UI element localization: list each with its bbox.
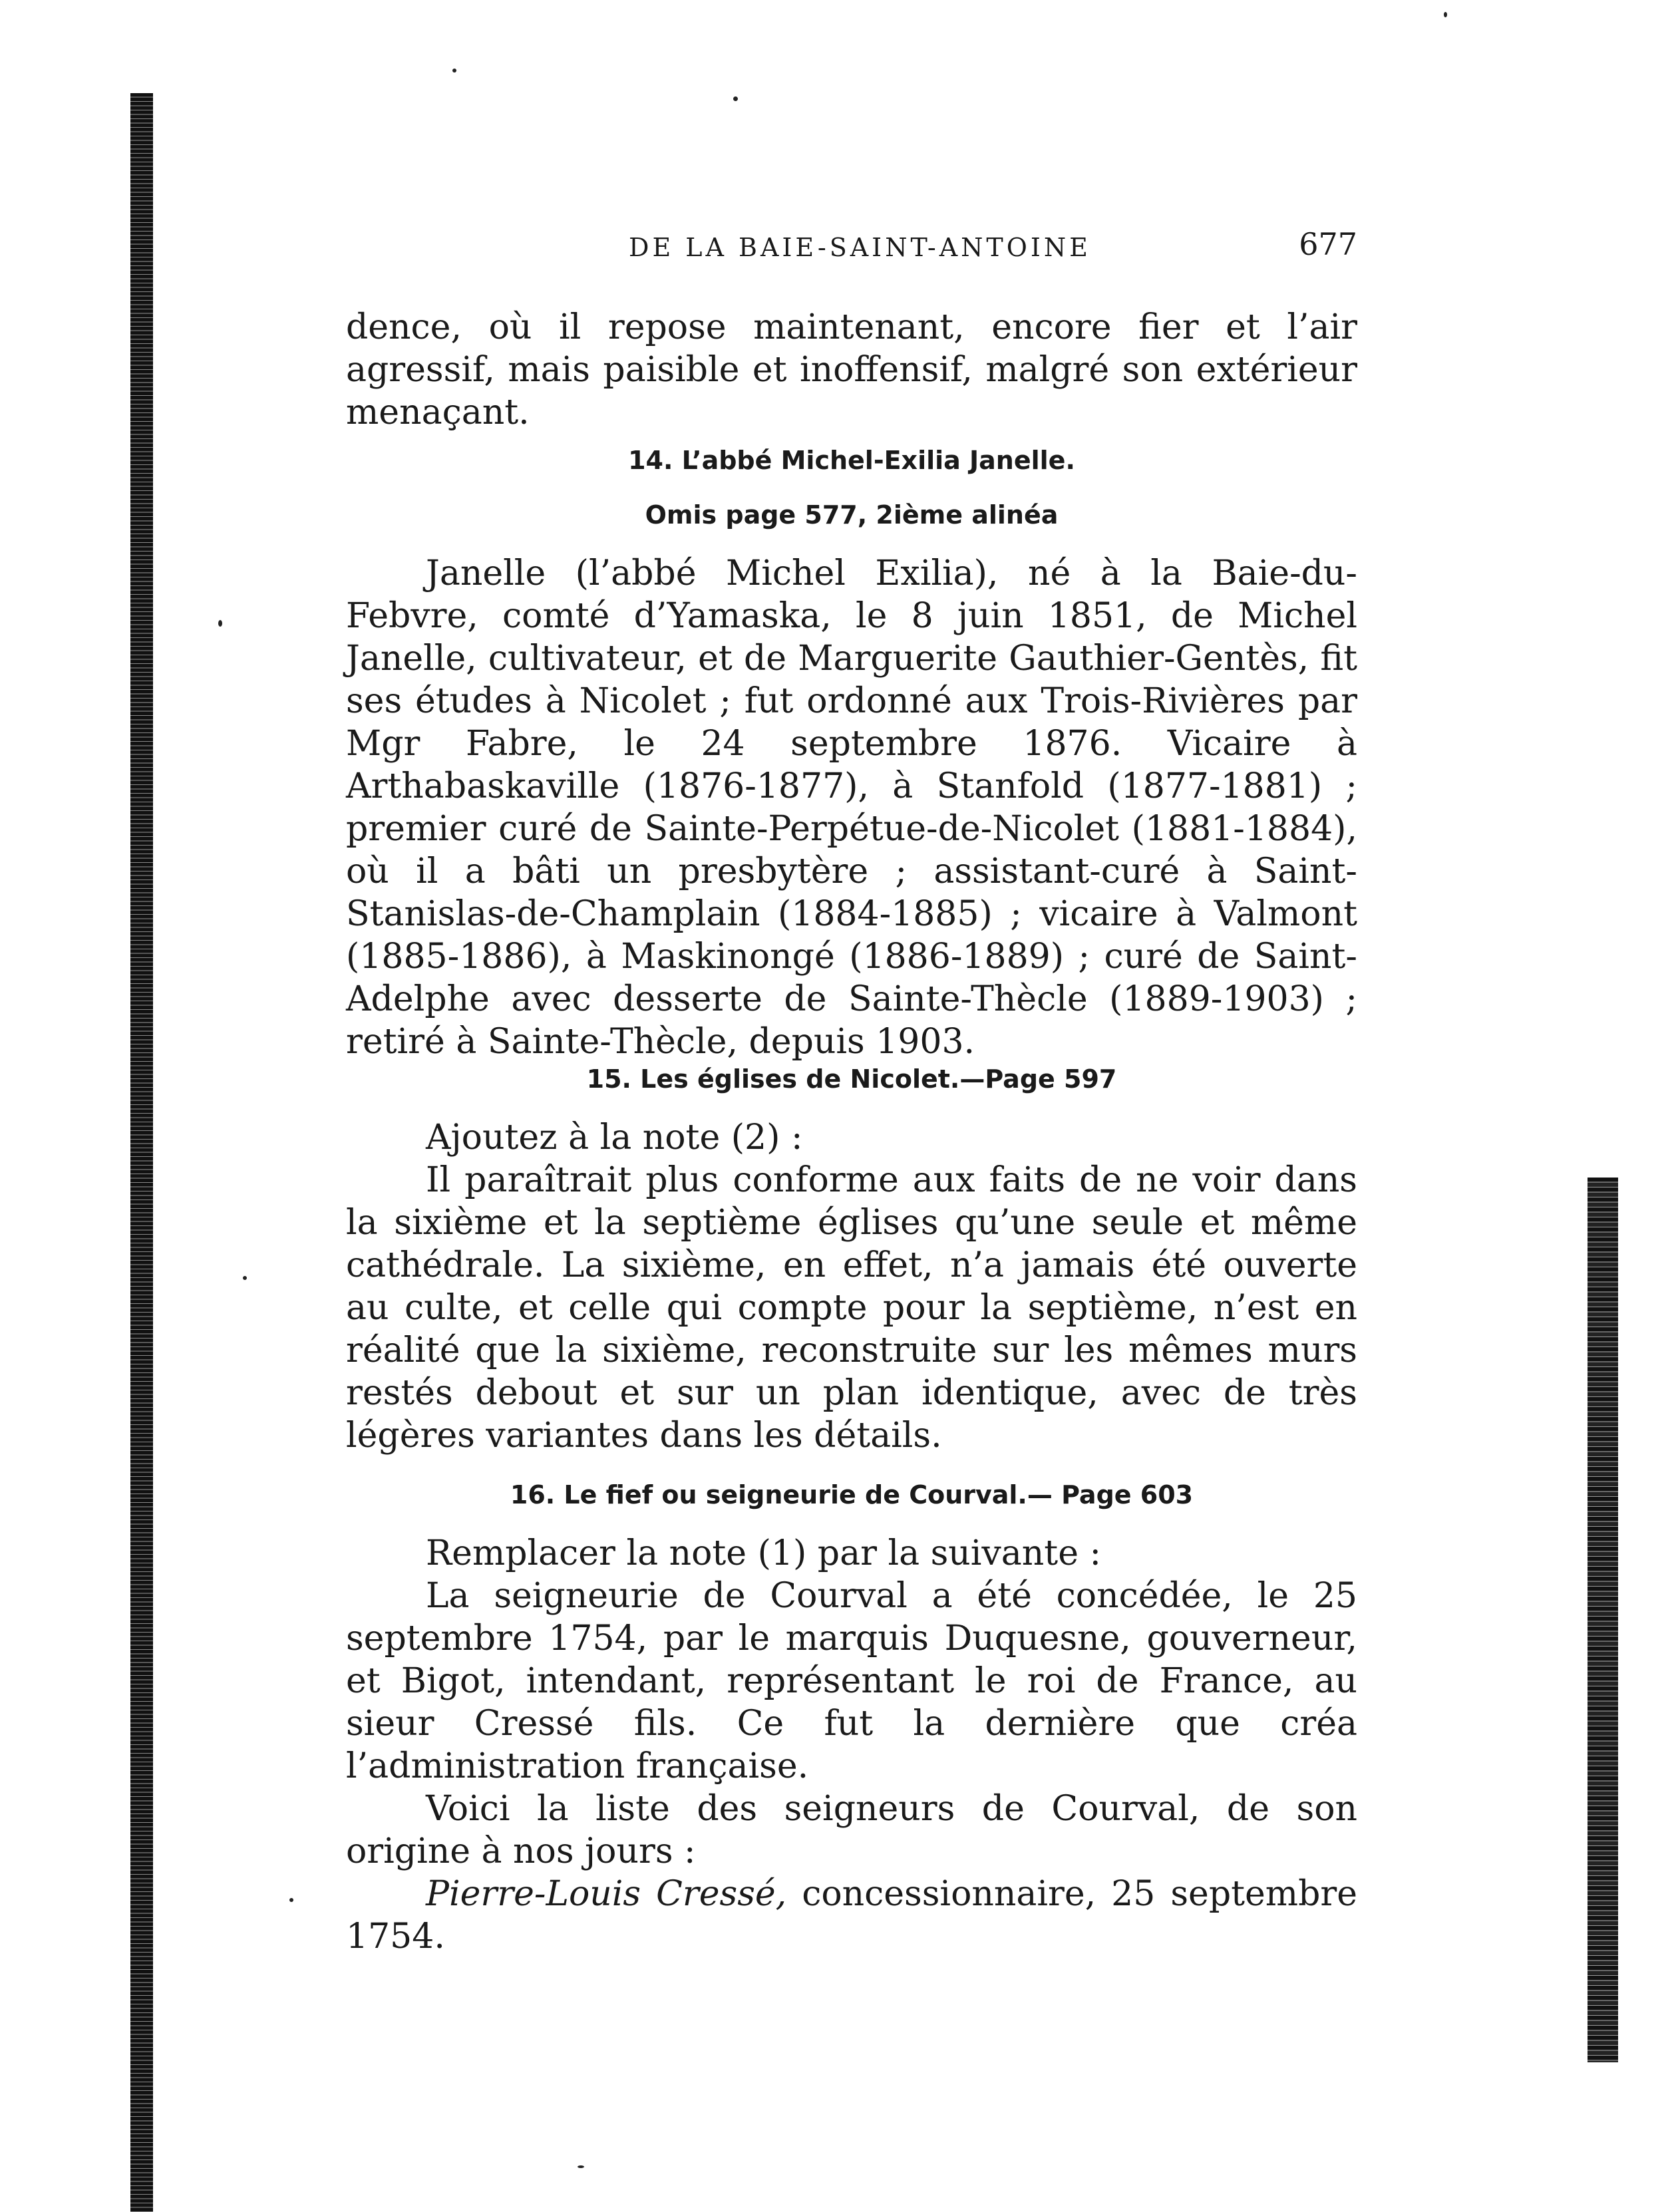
- section-15: [346, 1058, 1357, 1457]
- section-16-body-2: Voici la liste des seigneurs de Courval, de son origine à nos jours :: [346, 1789, 1357, 1871]
- section-16-heading: 16. Le fief ou seigneurie de Courval.— Page 603: [510, 1480, 1194, 1509]
- continuation-block: [346, 306, 1357, 434]
- section-16-entry: [346, 1873, 1357, 1958]
- section-14: [346, 439, 1357, 1063]
- running-title: DE LA BAIE-SAINT-ANTOINE: [629, 233, 1091, 262]
- scan-edge-right: [1588, 1178, 1618, 2062]
- section-15-heading: 15. Les églises de Nicolet.—Page 597: [586, 1064, 1117, 1094]
- page-number: 677: [1299, 226, 1357, 262]
- section-16-body-1: La seigneurie de Courval a été concédée, le 25 septembre 1754, par le marquis Duquesne, gouverneur, et Bigot, intendant, représentant le roi de France, au sieur Cressé fils. Ce fut la dernière que créa l’administration française.: [346, 1576, 1357, 1786]
- section-16: [346, 1474, 1357, 1958]
- section-15-line: Ajoutez à la note (2) :: [426, 1118, 803, 1158]
- section-15-body: Il paraîtrait plus conforme aux faits de ne voir dans la sixième et la septième églises qu’une seule et même cathédrale. La sixième, en effet, n’a jamais été ouverte au culte, et celle qui compte pour la septième, n’est en réalité que la sixième, reconstruite sur les mêmes murs restés debout et sur un plan identique, avec de très légères variantes dans les détails.: [346, 1160, 1357, 1456]
- scan-binding-edge-left: [130, 93, 153, 2212]
- scan-speck: [578, 2165, 584, 2168]
- section-14-subheading: Omis page 577, 2ième alinéa: [645, 500, 1059, 530]
- continuation-paragraph: dence, où il repose maintenant, encore fier et l’air agressif, mais paisible et inoffensif, malgré son extérieur menaçant.: [346, 307, 1357, 432]
- section-14-heading: 14. L’abbé Michel-Exilia Janelle.: [628, 446, 1075, 475]
- scan-speck: [733, 96, 738, 101]
- scan-speck: [243, 1276, 247, 1280]
- section-16-line: Remplacer la note (1) par la suivante :: [426, 1533, 1102, 1573]
- running-head: [346, 220, 1357, 279]
- scan-speck: [289, 1898, 293, 1902]
- seigneur-entry: concessionnaire, 25 septembre 1754.: [346, 1874, 1358, 1957]
- scan-speck: [1444, 12, 1447, 17]
- seigneur-name: Pierre-Louis Cressé,: [426, 1874, 787, 1914]
- scan-speck: [218, 620, 222, 627]
- section-14-body: Janelle (l’abbé Michel Exilia), né à la Baie-du-Febvre, comté d’Yamaska, le 8 juin 1851, de Michel Janelle, cultivateur, et de Marguerite Gauthier-Gentès, fit ses études à Nicolet ; fut ordonné aux Trois-Rivières par Mgr Fabre, le 24 septembre 1876. Vicaire à Arthabaskaville (1876-1877), à Stanfold (1877-1881) ; premier curé de Sainte-Perpétue-de-Nicolet (1881-1884), où il a bâti un presbytère ; assistant-curé à Saint-Stanislas-de-Champlain (1884-1885) ; vicaire à Valmont (1885-1886), à Maskinongé (1886-1889) ; curé de Saint-Adelphe avec desserte de Sainte-Thècle (1889-1903) ; retiré à Sainte-Thècle, depuis 1903.: [346, 553, 1357, 1062]
- scan-speck: [452, 69, 456, 73]
